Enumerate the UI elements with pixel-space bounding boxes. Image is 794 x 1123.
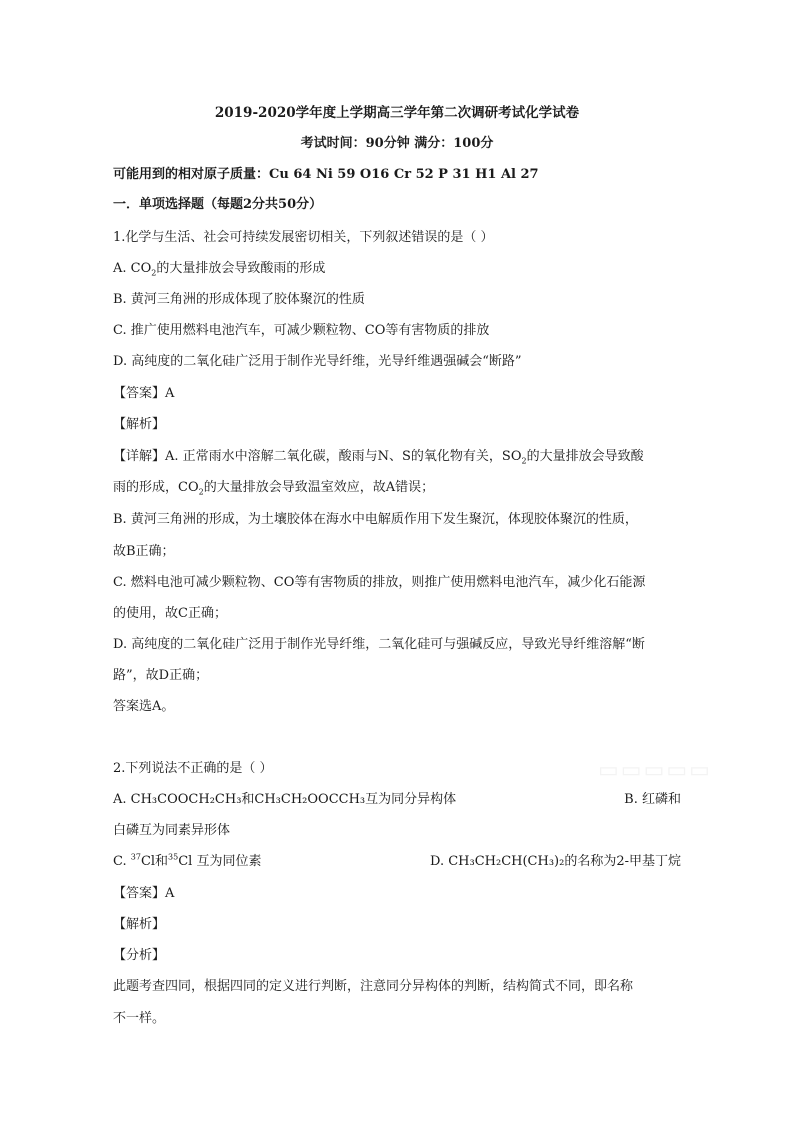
q1-detail-line: 路”，故D正确； (113, 668, 209, 683)
q1-option-a: A. $CO_2$的大量排放会导致酸雨的形成 (113, 261, 326, 278)
atomic-masses: 可能用到的相对原子质量：Cu 64 Ni 59 O16 Cr 52 P 31 H1 Al 27 (113, 167, 539, 182)
q2-explanation: 此题考查四同，根据四同的定义进行判断，注意同分异构体的判断，结构简式不同，即名称 (113, 979, 634, 994)
q1-option-b: B. 黄河三角洲的形成体现了胶体聚沉的性质 (113, 292, 365, 307)
q1-option-d: D. 高纯度的二氧化硅广泛用于制作光导纤维，光导纤维遇强碱会“断路” (113, 354, 522, 369)
q2-analysis-label: 【解析】 (113, 917, 166, 932)
q1-conclusion: 答案选A。 (113, 699, 175, 714)
q2-stem: 2.下列说法不正确的是（ ） (113, 761, 273, 776)
q2-option-a: A. CH₃COOCH₂CH₃和CH₃CH₂OOCCH₃互为同分异构体 (113, 792, 457, 807)
q1-analysis-label: 【解析】 (113, 417, 166, 432)
q2-option-c: C. $^{37}$Cl和$^{35}$Cl 互为同位素 (113, 852, 262, 869)
faint-watermark: ▭▭▭▭▭ (598, 758, 712, 783)
q1-detail-line: B. 黄河三角洲的形成，为土壤胶体在海水中电解质作用下发生聚沉，体现胶体聚沉的性质， (113, 512, 638, 527)
q1-answer: 【答案】A (113, 386, 175, 401)
exam-title: 2019-2020学年度上学期高三学年第二次调研考试化学试卷 (214, 105, 580, 121)
q1-detail-line: 【详解】A. 正常雨水中溶解二氧化碳，酸雨与N、S的氧化物有关，$SO_2$的大量排放会导致酸 (113, 449, 644, 466)
q2-options-cd (113, 853, 681, 871)
q1-detail-line: 故B正确； (113, 544, 175, 559)
q2-option-b-cont: 白磷互为同素异形体 (113, 823, 231, 838)
section-heading: 一．单项选择题（每题2分共50分） (113, 197, 323, 212)
q2-option-b: B. 红磷和 (624, 792, 681, 807)
q1-option-c: C. 推广使用燃料电池汽车，可减少颗粒物、CO等有害物质的排放 (113, 323, 490, 338)
q1-detail-line: D. 高纯度的二氧化硅广泛用于制作光导纤维，二氧化硅可与强碱反应，导致光导纤维溶解“断 (113, 637, 645, 652)
q2-fenxi-label: 【分析】 (113, 948, 166, 963)
q1-detail-line: 雨的形成，$CO_2$的大量排放会导致温室效应，故A错误； (113, 480, 435, 497)
q2-answer: 【答案】A (113, 886, 175, 901)
exam-time-line: 考试时间：90分钟 满分：100分 (300, 136, 494, 151)
q2-options-ab (113, 791, 681, 809)
q1-detail-line: C. 燃料电池可减少颗粒物、CO等有害物质的排放，则推广使用燃料电池汽车，减少化石能源 (113, 575, 646, 590)
q2-explanation: 不一样。 (113, 1011, 166, 1026)
q1-detail-line: 的使用，故C正确； (113, 606, 227, 621)
q1-stem: 1.化学与生活、社会可持续发展密切相关，下列叙述错误的是（ ） (113, 230, 494, 245)
q2-option-d: D. CH₃CH₂CH(CH₃)₂的名称为2-甲基丁烷 (429, 854, 681, 869)
